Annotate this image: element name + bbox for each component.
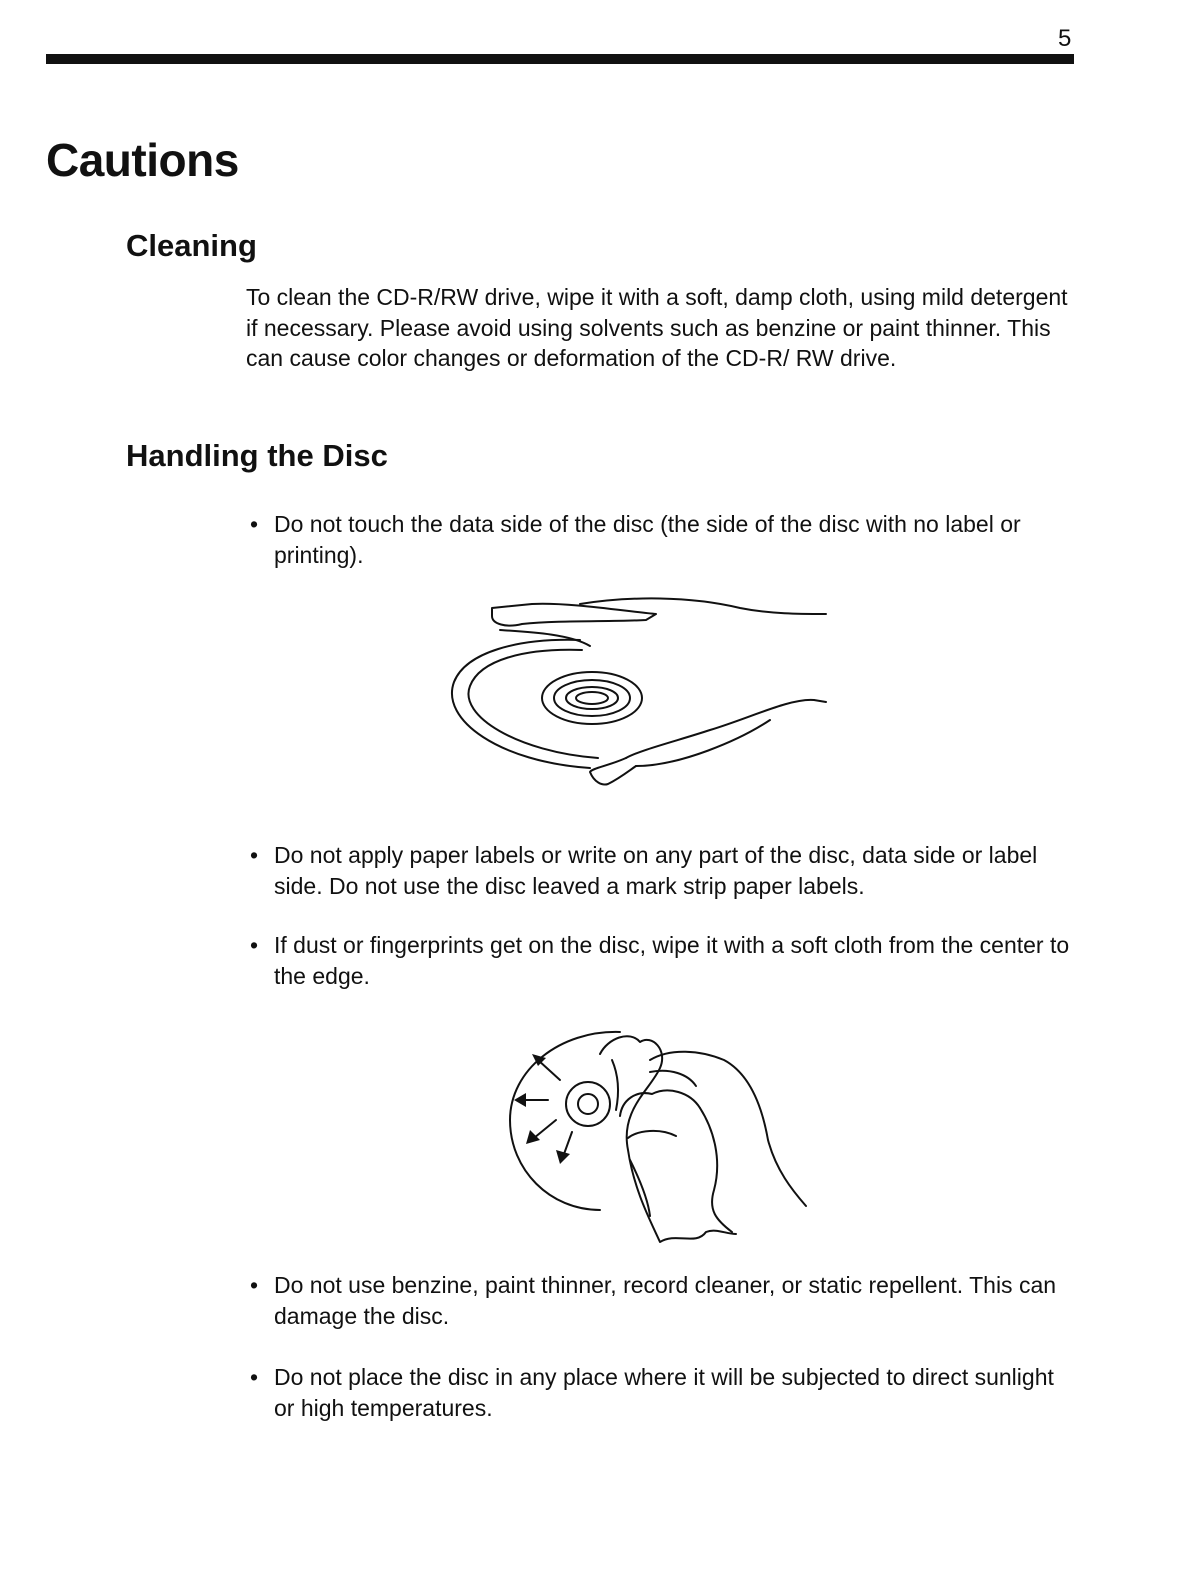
header-rule xyxy=(46,54,1074,64)
bullet-dot: • xyxy=(250,1364,259,1390)
bullet-item-wipe xyxy=(250,930,1070,991)
bullet-item-solvents xyxy=(250,1270,1070,1331)
cleaning-heading: Cleaning xyxy=(126,228,257,263)
bullet-dot: • xyxy=(250,842,259,868)
hand-thumb xyxy=(492,604,656,626)
disc-center-hole xyxy=(578,1094,598,1114)
bullet-dot: • xyxy=(250,511,259,537)
bullet-dot: • xyxy=(250,932,259,958)
hand-palm-top xyxy=(580,598,826,614)
bullet-item-labels xyxy=(250,840,1070,901)
left-arrow-icon xyxy=(514,1093,548,1107)
wiping-disc-illustration xyxy=(500,1020,820,1260)
hand-palm-line xyxy=(700,1108,732,1232)
disc-center-ring xyxy=(566,1082,610,1126)
bullet-text: Do not use benzine, paint thinner, record cleaner, or static repellent. This can damage the disc. xyxy=(274,1272,1057,1329)
disc-inner-edge xyxy=(468,650,598,758)
bullet-item-touch xyxy=(250,509,1070,570)
bullet-text: Do not apply paper labels or write on any part of the disc, data side or label side. Do not use the disc leaved a mark strip paper labels. xyxy=(274,842,1038,899)
bullet-text: Do not touch the data side of the disc (the side of the disc with no label or printing). xyxy=(274,511,1021,568)
bullet-text: Do not place the disc in any place where it will be subjected to direct sunlight or high temperatures. xyxy=(274,1364,1054,1421)
down-left-arrow-icon xyxy=(526,1120,556,1144)
cleaning-paragraph: To clean the CD-R/RW drive, wipe it with a soft, damp cloth, using mild detergent if necessary. Please avoid using solvents such as benzine or paint thinner. This can cause color changes or deformation of the CD-R/ RW drive. xyxy=(246,284,1068,371)
hand-outline xyxy=(650,1052,806,1206)
cloth xyxy=(600,1036,736,1242)
hand-wrist xyxy=(636,720,770,766)
cloth-fold xyxy=(630,1160,650,1216)
hand-holding-disc-illustration xyxy=(440,590,840,790)
up-left-arrow-icon xyxy=(532,1054,560,1080)
disc-hub-ring xyxy=(566,687,618,709)
bullet-dot: • xyxy=(250,1272,259,1298)
bullet-text: If dust or fingerprints get on the disc, wipe it with a soft cloth from the center to the edge. xyxy=(274,932,1070,989)
disc-center-hole xyxy=(576,692,608,704)
page-number: 5 xyxy=(1058,25,1072,52)
hand-finger xyxy=(628,1131,676,1138)
page-title: Cautions xyxy=(46,134,239,186)
hand-fingertip xyxy=(590,758,636,785)
hand-finger xyxy=(626,700,826,758)
handling-disc-heading: Handling the Disc xyxy=(126,438,388,473)
down-arrow-icon xyxy=(556,1132,572,1164)
bullet-item-sunlight xyxy=(250,1362,1070,1423)
hand-thumb-tip xyxy=(500,630,590,646)
cloth-fold xyxy=(612,1060,618,1110)
